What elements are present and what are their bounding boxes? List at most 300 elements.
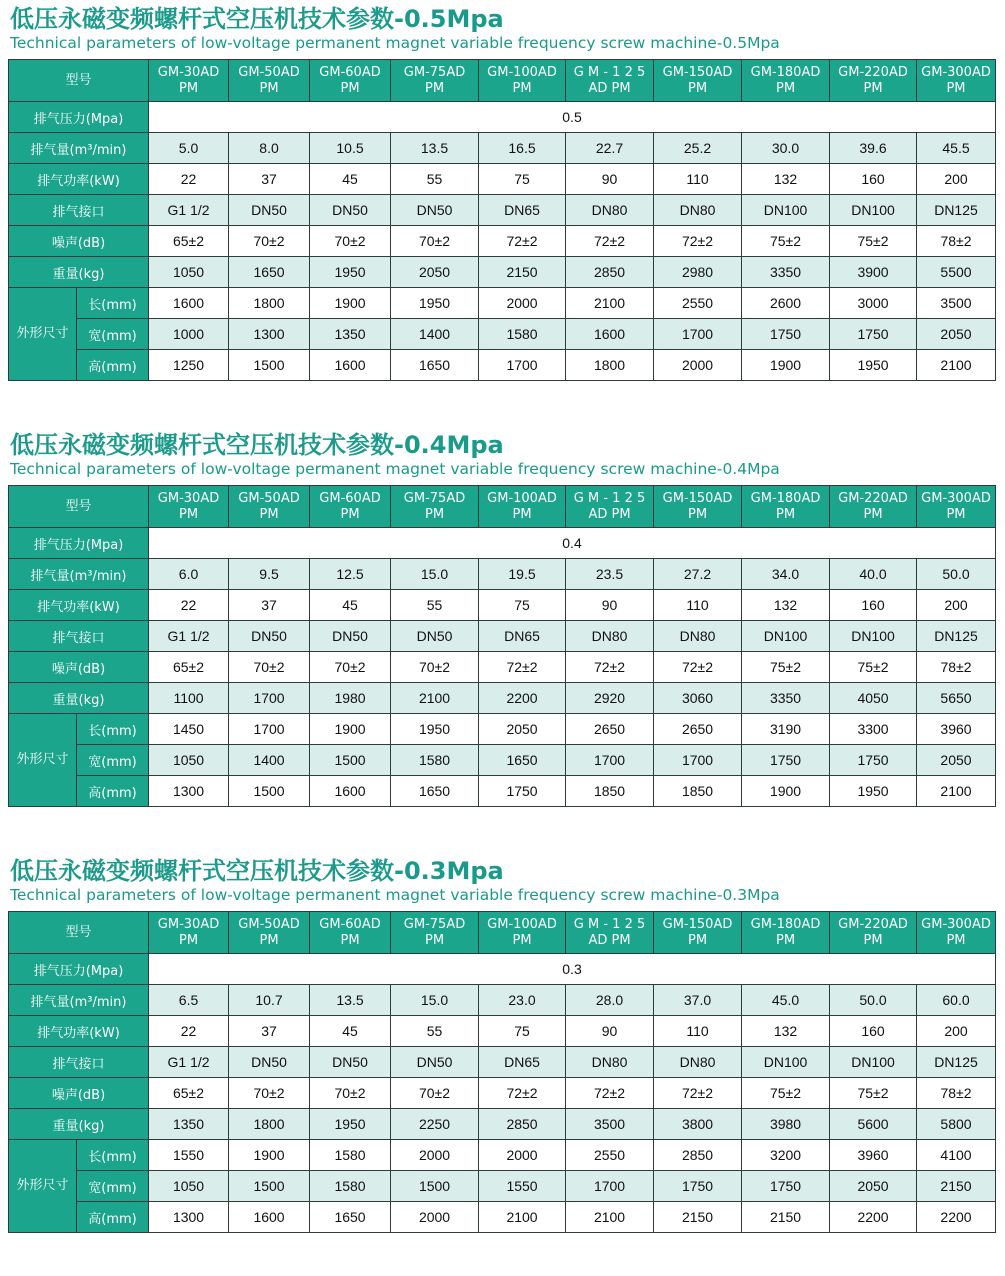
length-value: 2000 [479, 288, 566, 319]
pressure-value: 0.3 [149, 954, 996, 985]
model-name-line1: GM-180AD [750, 64, 821, 80]
weight-label: 重量(kg) [9, 1109, 149, 1140]
power-value: 75 [479, 590, 566, 621]
model-name-line2: PM [512, 932, 532, 948]
height-value: 2150 [654, 1202, 742, 1233]
noise-value: 72±2 [654, 1078, 742, 1109]
weight-value: 3500 [566, 1109, 654, 1140]
noise-value: 72±2 [479, 226, 566, 257]
length-label: 长(mm) [77, 1140, 149, 1171]
power-label: 排气功率(kW) [9, 590, 149, 621]
width-value: 2050 [830, 1171, 917, 1202]
length-label: 长(mm) [77, 288, 149, 319]
model-name-line2: PM [424, 506, 445, 522]
width-label: 宽(mm) [77, 745, 149, 776]
model-name [149, 912, 229, 954]
port-row [9, 195, 996, 226]
weight-value: 1050 [149, 257, 229, 288]
noise-row [9, 652, 996, 683]
height-value: 2100 [917, 776, 996, 807]
width-value: 1580 [310, 1171, 391, 1202]
model-label: 型号 [9, 912, 149, 954]
width-value: 1750 [830, 745, 917, 776]
length-value: 3300 [830, 714, 917, 745]
model-name-line2: PM [259, 932, 279, 948]
model-name-line1: GM-100AD [487, 64, 557, 80]
port-row [9, 1047, 996, 1078]
model-name-line1: GM-220AD [838, 916, 908, 932]
noise-value: 75±2 [830, 226, 917, 257]
model-name-line2: PM [687, 506, 708, 522]
height-value: 1250 [149, 350, 229, 381]
width-value: 1300 [229, 319, 310, 350]
length-value: 1900 [310, 288, 391, 319]
section-title-en: Technical parameters of low-voltage permanent magnet variable frequency screw machine-0.4Mpa [10, 460, 780, 478]
length-value: 1550 [149, 1140, 229, 1171]
height-value: 2200 [917, 1202, 996, 1233]
length-value: 1900 [229, 1140, 310, 1171]
power-value: 110 [654, 1016, 742, 1047]
flow-value: 45.5 [917, 133, 996, 164]
port-value: DN80 [654, 1047, 742, 1078]
port-value: DN65 [479, 1047, 566, 1078]
flow-value: 10.5 [310, 133, 391, 164]
model-name-line1: GM-180AD [750, 916, 821, 932]
length-value: 3960 [917, 714, 996, 745]
height-value: 1650 [391, 350, 479, 381]
model-name [479, 60, 566, 102]
height-value: 1750 [479, 776, 566, 807]
height-value: 1800 [566, 350, 654, 381]
power-value: 22 [149, 1016, 229, 1047]
noise-value: 70±2 [310, 226, 391, 257]
width-value: 1700 [654, 319, 742, 350]
flow-value: 8.0 [229, 133, 310, 164]
length-value: 3000 [830, 288, 917, 319]
length-value: 3500 [917, 288, 996, 319]
model-name-line2: PM [512, 80, 532, 96]
height-label: 高(mm) [77, 776, 149, 807]
model-name-line2: PM [946, 932, 966, 948]
weight-value: 1950 [310, 257, 391, 288]
model-name-line1: GM-180AD [750, 490, 821, 506]
dimensions-label: 外形尺寸 [9, 714, 77, 807]
weight-value: 2050 [391, 257, 479, 288]
model-name-line1: GM-75AD [403, 64, 466, 80]
noise-value: 72±2 [654, 652, 742, 683]
flow-value: 60.0 [917, 985, 996, 1016]
length-value: 1800 [229, 288, 310, 319]
height-value: 1650 [391, 776, 479, 807]
flow-value: 19.5 [479, 559, 566, 590]
model-name-line2: PM [178, 80, 199, 96]
model-row [9, 60, 996, 102]
weight-value: 1650 [229, 257, 310, 288]
length-value: 1900 [310, 714, 391, 745]
weight-value: 1950 [310, 1109, 391, 1140]
height-value: 1300 [149, 1202, 229, 1233]
noise-row [9, 1078, 996, 1109]
height-value: 1900 [742, 350, 830, 381]
width-value: 1580 [391, 745, 479, 776]
model-name-line1: GM-100AD [487, 916, 557, 932]
noise-value: 75±2 [742, 226, 830, 257]
port-label: 排气接口 [9, 1047, 149, 1078]
noise-label: 噪声(dB) [9, 226, 149, 257]
length-value: 1700 [229, 714, 310, 745]
flow-value: 45.0 [742, 985, 830, 1016]
model-name [566, 912, 654, 954]
pressure-label: 排气压力(Mpa) [9, 528, 149, 559]
flow-value: 15.0 [391, 985, 479, 1016]
model-name-line1: G M - 1 2 5 [573, 490, 646, 506]
port-value: G1 1/2 [149, 1047, 229, 1078]
model-name [310, 486, 391, 528]
port-value: DN100 [830, 1047, 917, 1078]
model-label: 型号 [9, 60, 149, 102]
flow-value: 30.0 [742, 133, 830, 164]
length-value: 2000 [391, 1140, 479, 1171]
power-value: 55 [391, 1016, 479, 1047]
spec-section [0, 4, 1005, 424]
power-value: 132 [742, 590, 830, 621]
model-name [654, 60, 742, 102]
port-row [9, 621, 996, 652]
power-value: 132 [742, 1016, 830, 1047]
weight-value: 5500 [917, 257, 996, 288]
model-name [229, 912, 310, 954]
model-name-line2: PM [946, 80, 966, 96]
port-value: DN80 [654, 195, 742, 226]
noise-value: 70±2 [310, 652, 391, 683]
power-value: 200 [917, 164, 996, 195]
weight-value: 2100 [391, 683, 479, 714]
length-row [9, 288, 996, 319]
flow-value: 13.5 [391, 133, 479, 164]
noise-value: 75±2 [742, 652, 830, 683]
noise-value: 65±2 [149, 1078, 229, 1109]
width-label: 宽(mm) [77, 319, 149, 350]
weight-value: 3350 [742, 257, 830, 288]
weight-row [9, 683, 996, 714]
model-name-line2: PM [946, 506, 966, 522]
flow-value: 23.0 [479, 985, 566, 1016]
flow-value: 16.5 [479, 133, 566, 164]
length-value: 2050 [479, 714, 566, 745]
height-value: 1600 [310, 350, 391, 381]
noise-value: 70±2 [229, 226, 310, 257]
power-value: 160 [830, 590, 917, 621]
model-row [9, 912, 996, 954]
width-label: 宽(mm) [77, 1171, 149, 1202]
power-value: 90 [566, 590, 654, 621]
model-row [9, 486, 996, 528]
power-value: 55 [391, 164, 479, 195]
power-label: 排气功率(kW) [9, 1016, 149, 1047]
port-value: DN80 [654, 621, 742, 652]
length-value: 2650 [654, 714, 742, 745]
model-name [917, 60, 996, 102]
weight-value: 2920 [566, 683, 654, 714]
model-name [391, 486, 479, 528]
noise-row [9, 226, 996, 257]
model-name-line1: GM-150AD [662, 490, 733, 506]
flow-value: 10.7 [229, 985, 310, 1016]
port-value: DN100 [742, 195, 830, 226]
model-label: 型号 [9, 486, 149, 528]
power-value: 90 [566, 164, 654, 195]
spec-section [0, 430, 1005, 850]
model-name-line1: GM-30AD [157, 916, 220, 932]
model-name-line2: PM [340, 506, 360, 522]
port-value: DN65 [479, 195, 566, 226]
model-name-line2: PM [687, 80, 708, 96]
port-value: DN50 [229, 1047, 310, 1078]
height-value: 2100 [566, 1202, 654, 1233]
length-value: 2650 [566, 714, 654, 745]
noise-value: 65±2 [149, 226, 229, 257]
port-value: DN80 [566, 195, 654, 226]
flow-value: 6.0 [149, 559, 229, 590]
model-name [742, 486, 830, 528]
power-value: 55 [391, 590, 479, 621]
port-value: DN125 [917, 621, 996, 652]
model-name-line1: GM-50AD [238, 916, 300, 932]
model-name-line1: GM-220AD [838, 64, 908, 80]
model-name [229, 60, 310, 102]
flow-value: 40.0 [830, 559, 917, 590]
model-name [229, 486, 310, 528]
height-value: 2150 [742, 1202, 830, 1233]
flow-value: 25.2 [654, 133, 742, 164]
width-value: 1500 [391, 1171, 479, 1202]
port-value: DN125 [917, 1047, 996, 1078]
length-value: 1450 [149, 714, 229, 745]
model-name-line1: GM-220AD [838, 490, 908, 506]
port-value: DN100 [830, 621, 917, 652]
length-label: 长(mm) [77, 714, 149, 745]
model-name-line2: PM [863, 80, 883, 96]
width-value: 1750 [654, 1171, 742, 1202]
port-value: DN50 [310, 195, 391, 226]
pressure-row [9, 102, 996, 133]
length-value: 2550 [654, 288, 742, 319]
weight-value: 3060 [654, 683, 742, 714]
height-value: 1900 [742, 776, 830, 807]
model-name-line2: PM [259, 506, 279, 522]
model-name [654, 912, 742, 954]
port-value: DN125 [917, 195, 996, 226]
model-name-line1: GM-30AD [157, 490, 220, 506]
power-value: 37 [229, 590, 310, 621]
section-title-en: Technical parameters of low-voltage permanent magnet variable frequency screw machine-0.5Mpa [10, 34, 780, 52]
model-name [917, 486, 996, 528]
noise-value: 78±2 [917, 652, 996, 683]
model-name-line1: GM-100AD [487, 490, 557, 506]
height-value: 1850 [654, 776, 742, 807]
height-value: 2200 [830, 1202, 917, 1233]
height-row [9, 776, 996, 807]
pressure-row [9, 528, 996, 559]
model-name [391, 912, 479, 954]
weight-value: 1800 [229, 1109, 310, 1140]
model-name-line2: AD PM [588, 80, 631, 96]
power-value: 45 [310, 1016, 391, 1047]
width-value: 1700 [566, 1171, 654, 1202]
height-value: 1300 [149, 776, 229, 807]
length-value: 1580 [310, 1140, 391, 1171]
length-value: 1600 [149, 288, 229, 319]
width-value: 1400 [391, 319, 479, 350]
flow-row [9, 133, 996, 164]
width-value: 1350 [310, 319, 391, 350]
flow-value: 39.6 [830, 133, 917, 164]
flow-value: 50.0 [830, 985, 917, 1016]
model-name [742, 60, 830, 102]
length-row [9, 1140, 996, 1171]
weight-value: 2250 [391, 1109, 479, 1140]
power-value: 75 [479, 1016, 566, 1047]
flow-value: 12.5 [310, 559, 391, 590]
model-name-line2: PM [512, 506, 532, 522]
width-value: 2150 [917, 1171, 996, 1202]
model-name [479, 912, 566, 954]
weight-label: 重量(kg) [9, 257, 149, 288]
power-value: 132 [742, 164, 830, 195]
flow-value: 15.0 [391, 559, 479, 590]
flow-value: 37.0 [654, 985, 742, 1016]
port-value: DN100 [742, 1047, 830, 1078]
weight-label: 重量(kg) [9, 683, 149, 714]
width-value: 1580 [479, 319, 566, 350]
height-label: 高(mm) [77, 1202, 149, 1233]
height-value: 2100 [479, 1202, 566, 1233]
noise-value: 65±2 [149, 652, 229, 683]
model-name [566, 486, 654, 528]
noise-label: 噪声(dB) [9, 1078, 149, 1109]
model-name-line1: GM-300AD [921, 490, 991, 506]
length-value: 3190 [742, 714, 830, 745]
height-value: 2100 [917, 350, 996, 381]
noise-value: 75±2 [830, 652, 917, 683]
noise-value: 72±2 [479, 652, 566, 683]
model-name [149, 486, 229, 528]
flow-row [9, 559, 996, 590]
height-value: 2000 [391, 1202, 479, 1233]
power-value: 22 [149, 164, 229, 195]
width-value: 1700 [654, 745, 742, 776]
weight-value: 5800 [917, 1109, 996, 1140]
height-value: 1950 [830, 350, 917, 381]
length-value: 2850 [654, 1140, 742, 1171]
port-value: DN100 [830, 195, 917, 226]
pressure-row [9, 954, 996, 985]
model-name-line1: G M - 1 2 5 [573, 916, 646, 932]
weight-value: 3980 [742, 1109, 830, 1140]
height-value: 1600 [229, 1202, 310, 1233]
weight-value: 5600 [830, 1109, 917, 1140]
length-value: 2550 [566, 1140, 654, 1171]
power-value: 200 [917, 1016, 996, 1047]
length-value: 4100 [917, 1140, 996, 1171]
model-name-line2: PM [775, 932, 796, 948]
model-name-line1: GM-50AD [238, 64, 300, 80]
section-title-en: Technical parameters of low-voltage permanent magnet variable frequency screw machine-0.3Mpa [10, 886, 780, 904]
weight-value: 3350 [742, 683, 830, 714]
width-value: 1000 [149, 319, 229, 350]
width-value: 2050 [917, 745, 996, 776]
model-name [654, 486, 742, 528]
port-value: G1 1/2 [149, 621, 229, 652]
model-name-line2: PM [863, 932, 883, 948]
model-name-line1: GM-50AD [238, 490, 300, 506]
model-name-line1: GM-60AD [319, 64, 381, 80]
port-value: G1 1/2 [149, 195, 229, 226]
length-value: 3200 [742, 1140, 830, 1171]
noise-value: 72±2 [566, 652, 654, 683]
height-value: 1650 [310, 1202, 391, 1233]
width-row [9, 1171, 996, 1202]
weight-value: 2850 [566, 257, 654, 288]
port-value: DN80 [566, 621, 654, 652]
noise-label: 噪声(dB) [9, 652, 149, 683]
width-value: 1750 [742, 745, 830, 776]
spec-table [8, 485, 996, 807]
flow-value: 28.0 [566, 985, 654, 1016]
flow-label: 排气量(m³/min) [9, 133, 149, 164]
power-value: 110 [654, 590, 742, 621]
width-value: 1400 [229, 745, 310, 776]
flow-value: 13.5 [310, 985, 391, 1016]
power-value: 110 [654, 164, 742, 195]
model-name [479, 486, 566, 528]
weight-value: 1100 [149, 683, 229, 714]
power-value: 45 [310, 590, 391, 621]
noise-value: 70±2 [391, 652, 479, 683]
flow-row [9, 985, 996, 1016]
spec-section [0, 856, 1005, 1276]
port-value: DN50 [229, 621, 310, 652]
width-value: 1050 [149, 745, 229, 776]
weight-value: 2200 [479, 683, 566, 714]
port-value: DN50 [391, 195, 479, 226]
port-label: 排气接口 [9, 195, 149, 226]
model-name-line2: PM [178, 506, 199, 522]
spec-table [8, 59, 996, 381]
power-value: 37 [229, 1016, 310, 1047]
height-row [9, 350, 996, 381]
section-title-cn: 低压永磁变频螺杆式空压机技术参数-0.3Mpa [10, 857, 504, 885]
noise-value: 75±2 [742, 1078, 830, 1109]
port-value: DN80 [566, 1047, 654, 1078]
dimensions-label: 外形尺寸 [9, 288, 77, 381]
model-name [830, 486, 917, 528]
height-value: 1850 [566, 776, 654, 807]
model-name-line1: GM-60AD [319, 916, 381, 932]
width-row [9, 745, 996, 776]
flow-label: 排气量(m³/min) [9, 985, 149, 1016]
port-value: DN50 [229, 195, 310, 226]
model-name-line2: PM [687, 932, 708, 948]
pressure-value: 0.5 [149, 102, 996, 133]
noise-value: 70±2 [310, 1078, 391, 1109]
model-name-line1: GM-150AD [662, 916, 733, 932]
port-value: DN50 [310, 621, 391, 652]
width-value: 2050 [917, 319, 996, 350]
model-name-line1: GM-150AD [662, 64, 733, 80]
port-value: DN50 [310, 1047, 391, 1078]
port-value: DN65 [479, 621, 566, 652]
